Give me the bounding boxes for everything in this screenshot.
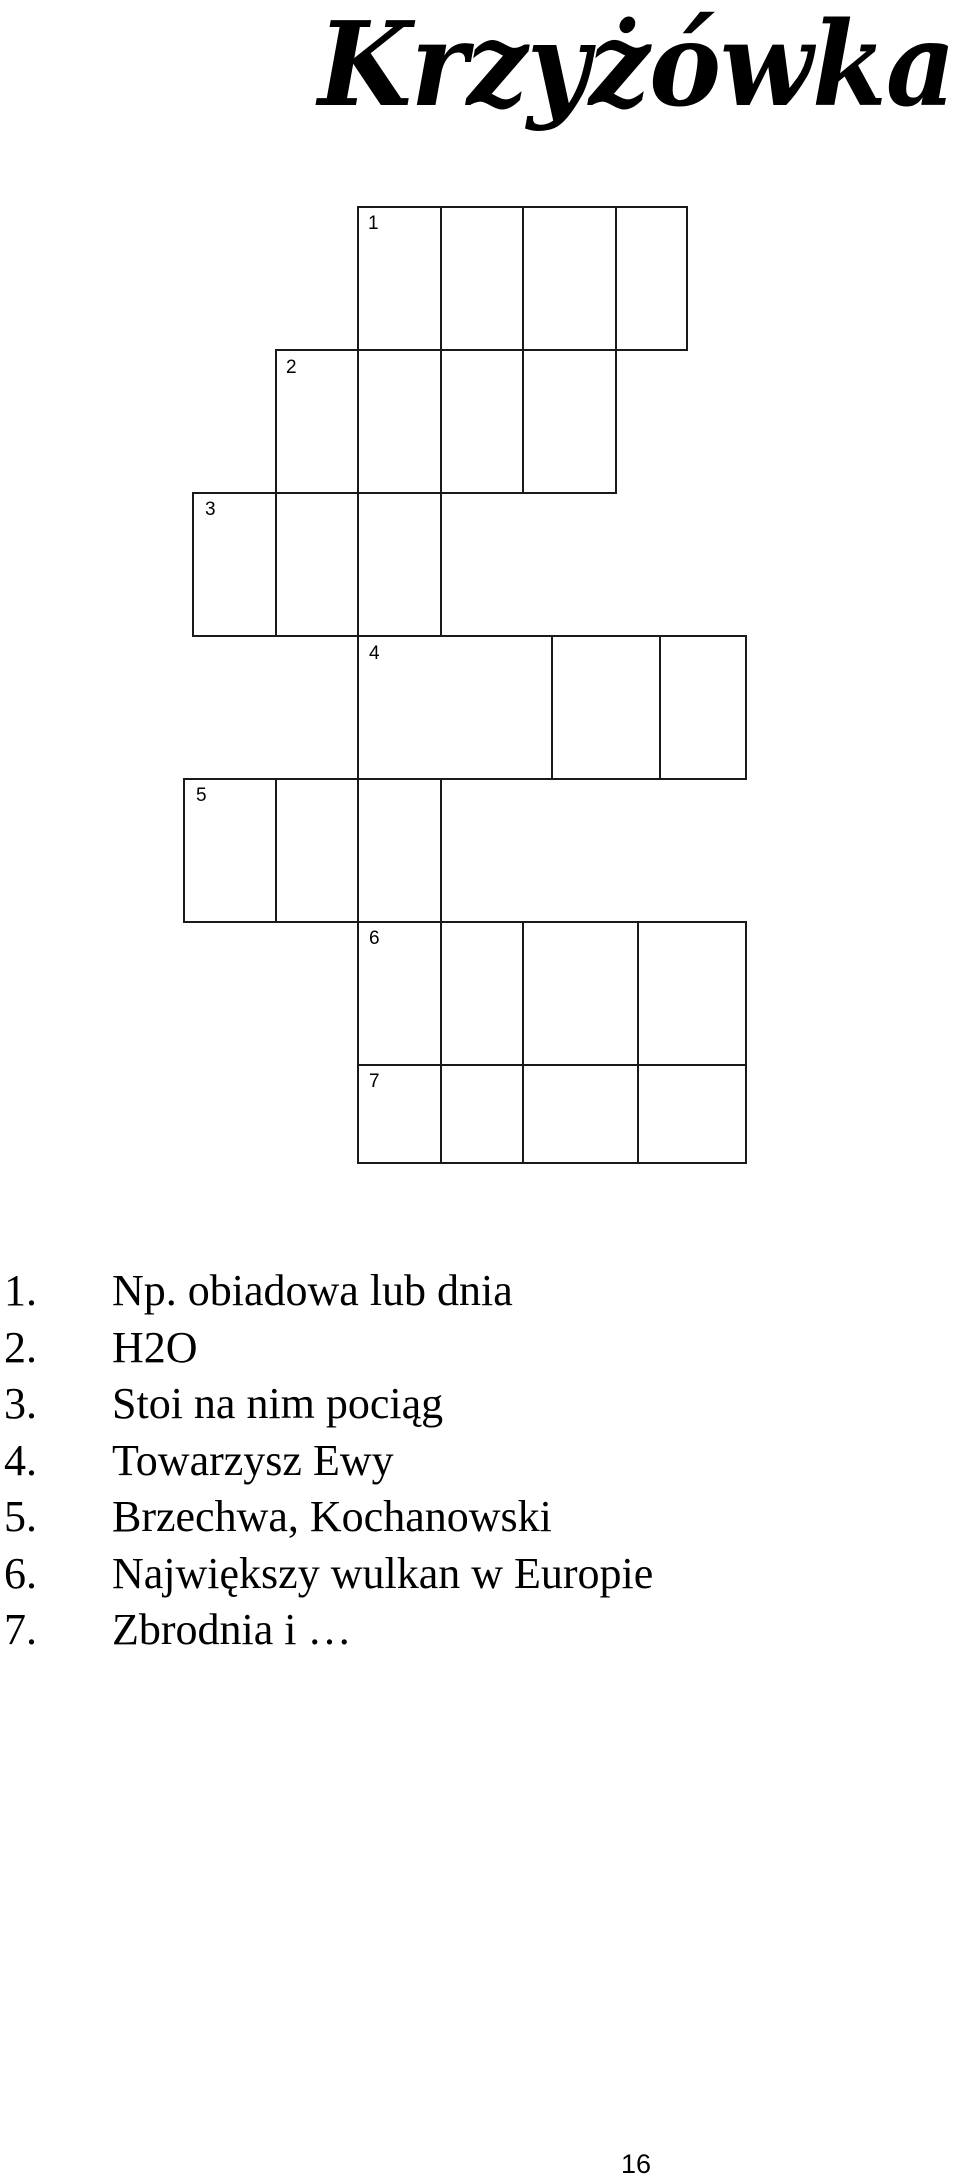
crossword-cell[interactable] xyxy=(357,492,442,637)
crossword-cell[interactable] xyxy=(275,492,359,637)
row-number-6: 6 xyxy=(369,928,380,949)
clue-number: 7. xyxy=(4,1605,37,1654)
clue-number: 6. xyxy=(4,1548,37,1598)
row-number-7: 7 xyxy=(369,1071,380,1092)
crossword-cell[interactable] xyxy=(357,778,442,923)
clue-text: Brzechwa, Kochanowski xyxy=(112,1492,552,1541)
crossword-cell[interactable] xyxy=(615,206,688,351)
crossword-cell[interactable] xyxy=(440,1064,524,1164)
crossword-cell[interactable] xyxy=(440,349,524,494)
crossword-cell[interactable] xyxy=(522,921,639,1066)
row-number-1: 1 xyxy=(368,213,379,234)
clue-number: 4. xyxy=(4,1435,37,1485)
crossword-cell[interactable] xyxy=(551,635,661,780)
row-number-5: 5 xyxy=(196,785,207,806)
row-number-2: 2 xyxy=(286,357,297,378)
clue-text: Np. obiadowa lub dnia xyxy=(112,1266,513,1315)
crossword-cell[interactable] xyxy=(522,349,617,494)
crossword-cell[interactable] xyxy=(522,1064,639,1164)
clue-text: H2O xyxy=(112,1322,198,1372)
clue-text: Towarzysz Ewy xyxy=(112,1435,394,1485)
clue-number: 5. xyxy=(4,1492,37,1541)
crossword-cell[interactable] xyxy=(440,921,524,1066)
crossword-cell[interactable] xyxy=(659,635,747,780)
crossword-cell[interactable] xyxy=(275,778,359,923)
row-number-4: 4 xyxy=(369,643,380,664)
crossword-cell[interactable] xyxy=(357,349,442,494)
page-number: 16 xyxy=(621,2149,652,2179)
clue-number: 3. xyxy=(4,1379,37,1428)
crossword-cell[interactable] xyxy=(440,206,524,351)
crossword-cell[interactable] xyxy=(522,206,617,351)
crossword-cell[interactable] xyxy=(357,635,553,780)
page-title: Krzyżówka xyxy=(318,0,955,133)
crossword-cell[interactable] xyxy=(637,1064,747,1164)
clue-number: 1. xyxy=(4,1266,37,1315)
clue-text: Największy wulkan w Europie xyxy=(112,1548,654,1598)
clue-text: Stoi na nim pociąg xyxy=(112,1379,444,1428)
row-number-3: 3 xyxy=(205,499,216,520)
clue-text: Zbrodnia i … xyxy=(112,1605,352,1654)
clue-number: 2. xyxy=(4,1322,37,1372)
crossword-cell[interactable] xyxy=(637,921,747,1066)
